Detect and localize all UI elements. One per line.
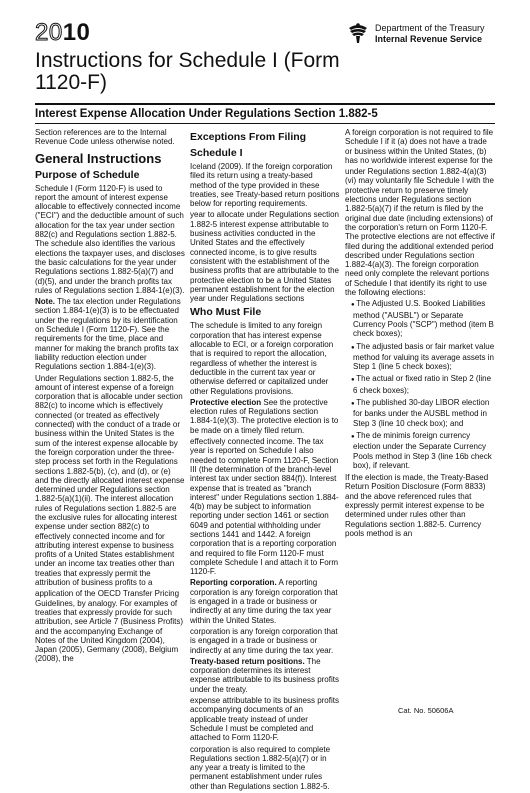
year-bold: 10 [62, 19, 91, 46]
list-item: ● The published 30-day LIBOR election for banks under the AUSBL method in Step 3 (line 10 check box); and [345, 398, 495, 428]
agency-line-2: Internal Revenue Service [375, 34, 483, 44]
heading-general-instructions: General Instructions [35, 150, 162, 166]
protective-election-text: See the protective election rules of Regulations section 1.884-1(e)(3). The protective election is to be made on a timely filed return. [190, 397, 339, 435]
election-list [345, 299, 495, 470]
tax-year [35, 20, 90, 46]
note-label: Note. [35, 297, 55, 307]
column-3 [190, 128, 340, 793]
col4-paragraph-3: If the election is made, the Treaty-Based Return Position Disclosure (Form 8833) and the above referenced rules that expressly permit interest expense to be determined under rules other than Regulations section 1.882-5. Currency pools method is an [345, 473, 489, 538]
allocation-paragraph: Under Regulations section 1.882-5, the amount of interest expense of a foreign corporation that is allocable under section 882(c) to income which is effectively connected (or treated as effectively connected) with the conduct of a trade or business within the United States is the sum of the interest expense allocable by the foreign corporation under the three-step process set forth in the Regulations sections 1.882-5(b), (c), and (d), or (e) and the directly allocated interest expense determined under Regulations section 1.882-5(a)(1)(ii). The interest allocation rules of Regulations section 1.882-5 are the exclusive rules for allocating interest expense under section 882(c) to effectively connected income and for attributing interest expense to business profits of a United States establishment under an income tax treaties other than treaties that expressly permit the attribution of business profits to a [35, 373, 185, 588]
document-header [35, 20, 495, 120]
note-text: The tax election under Regulations section 1.884-1(e)(3) is to be effectuated under the regulations by its identification on Schedule I (Form 1120-F). See the requirements for the time, place and manner for making the branch profits tax liability reduction election under Regulations section 1.884-1(e)(3). [35, 297, 181, 372]
heading-exceptions-from-filing: Exceptions From Filing [190, 131, 307, 143]
protective-election-paragraph [190, 398, 340, 435]
list-item: ● The de minimis foreign currency election under the Separate Currency Pools method in Step 3 (line 16b check box), if relevant. [345, 431, 495, 470]
heading-purpose-of-schedule: Purpose of Schedule [35, 168, 140, 181]
reporting-corporation-label: Reporting corporation. [190, 578, 277, 588]
treaty-paragraph: application of the OECD Transfer Pricing Guidelines, by analogy. For examples of treaties that expressly provide for such attribution, see Article 7 (Business Profits) and the accompanying Exchange of Notes of the United Kingdom (2004), Japan (2005), Germany (2008), Belgium (2008), the [35, 589, 184, 664]
col2-paragraph-1-inline: year to allocate under Regulations section 1.882-5 interest expense attributable to business activities conducted in the United States and the effectively connected income, is to give results consistent with the establishment of the business profits that are attributable to the protective election to be a United States permanent establishment for the election year under Regulations sections [190, 210, 339, 304]
purpose-paragraph: Schedule I (Form 1120-F) is used to report the amount of interest expense allocable to effectively connected income ("ECI") and the deductible amount of such allocation for the tax year under section 882(c) and Regulations section 1.882-5. The schedule also identifies the various elections the taxpayer uses, and discloses the basic calculations for the year under Regulations sections 1.882-5(a)(7) and (d)(5), and under the branch profits tax rules of Regulations section 1.884-1(e)(3). [35, 183, 185, 295]
treasury-eagle-icon [345, 20, 371, 46]
treaty-return-paragraph [190, 657, 340, 694]
header-rule [35, 103, 495, 105]
intro-text: Section references are to the Internal Revenue Code unless otherwise noted. [35, 128, 175, 147]
treaty-return-label: Treaty-based return positions. [190, 656, 305, 666]
reporting-corporation-text: A reporting corporation is any foreign corporation that is engaged in a trade or business or indirectly at any time during the tax year within the United States. [190, 578, 338, 625]
agency-line-1: Department of the Treasury [375, 23, 485, 33]
col4-paragraph-2: under Regulations section 1.882-4(a)(3)(vi) may voluntarily file Schedule I with the protective return to preserve timely elections under Regulations section 1.882-5(a)(7) if the return is filed by the original due date (including extensions) of the corporation's return on Form 1120-F. The protective elections are not effective if filed during the additional extended period described under Regulations section 1.882-4(a)(3). The foreign corporation need only complete the relevant portions of Schedule I that identify its right to use the following elections: [345, 167, 495, 298]
note-paragraph [35, 297, 185, 371]
agency-name [375, 23, 485, 45]
page-subtitle: Interest Expense Allocation Under Regulations Section 1.882-5 [35, 108, 378, 120]
col2-paragraph-6-inline: corporation is also required to complete Regulations section 1.882-5(a)(7) or in any year a treaty is limited to the permanent establishment under rules other than Regulations section 1.882-5. [190, 744, 331, 791]
reporting-corporation-paragraph [190, 578, 340, 624]
protective-election-label: Protective election [190, 397, 262, 407]
col2-paragraph-3-inline: effectively connected income. The tax year is reported on Schedule I also needed to complete Form 1120-F, Section III (the determination of the branch-level interest tax under section 884(f)). Interest expense that is treated as "branch interest" under Regulations section 1.884-4(b) may be subject to information reporting under section 1461 or section 6049 and potential withholding under sections 1441 and 1442. A foreign corporation that is a reporting corporation and required to file Form 1120-F must complete Schedule I and attach it to Form 1120-F. [190, 437, 339, 577]
column-1 [35, 128, 185, 666]
heading-who-must-file: Who Must File [190, 306, 262, 319]
col4-paragraph-1: A foreign corporation is not required to file Schedule I if it (a) does not have a trade or business within the United States, (b) has no worldwide interest expense for the [345, 128, 494, 165]
page-title: Instructions for Schedule I (Form 1120-F) [35, 49, 340, 94]
col2-paragraph-5-inline: expense attributable to its business profits accompanying documents of an applicable treaty instead of under Schedule I must be completed and attached to Form 1120-F. [190, 696, 339, 743]
list-item: ● The adjusted basis or fair market value method for valuing its average assets in Step 1 (line 5 check boxes); [345, 342, 495, 372]
catalog-number: Cat. No. 50606A [398, 706, 454, 715]
col3-paragraph-1: Iceland (2009). If the foreign corporation filed its return using a treaty-based method of the type provided in these treaties, see Treaty-based return positions below for reporting requirements. [190, 162, 340, 209]
list-item: ● The actual or fixed ratio in Step 2 (line 6 check boxes); [345, 374, 495, 395]
irs-agency-block [345, 20, 515, 50]
col2-paragraph-4-inline: corporation is any foreign corporation that is engaged in a trade or business or indirectly at any time during the tax year. [190, 626, 338, 655]
subtitle-rule [35, 123, 495, 124]
heading-schedule-i: Schedule I [190, 147, 243, 159]
list-item: ● The Adjusted U.S. Booked Liabilities method ("AUSBL") or Separate Currency Pools ("SCP") method (item B check boxes); [345, 299, 495, 338]
year-outline: 20 [35, 19, 63, 46]
treaty-return-text: The corporation determines its interest expense attributable to its business profits under the treaty. [190, 656, 339, 694]
col3-paragraph-2: The schedule is limited to any foreign corporation that has interest expense allocable to ECI, or a foreign corporation that is required to report the allocation, regardless of whether the interest is deductible in the current tax year or otherwise deferred or capitalized under other Regulations provisions. [190, 321, 334, 396]
column-4 [345, 128, 495, 540]
